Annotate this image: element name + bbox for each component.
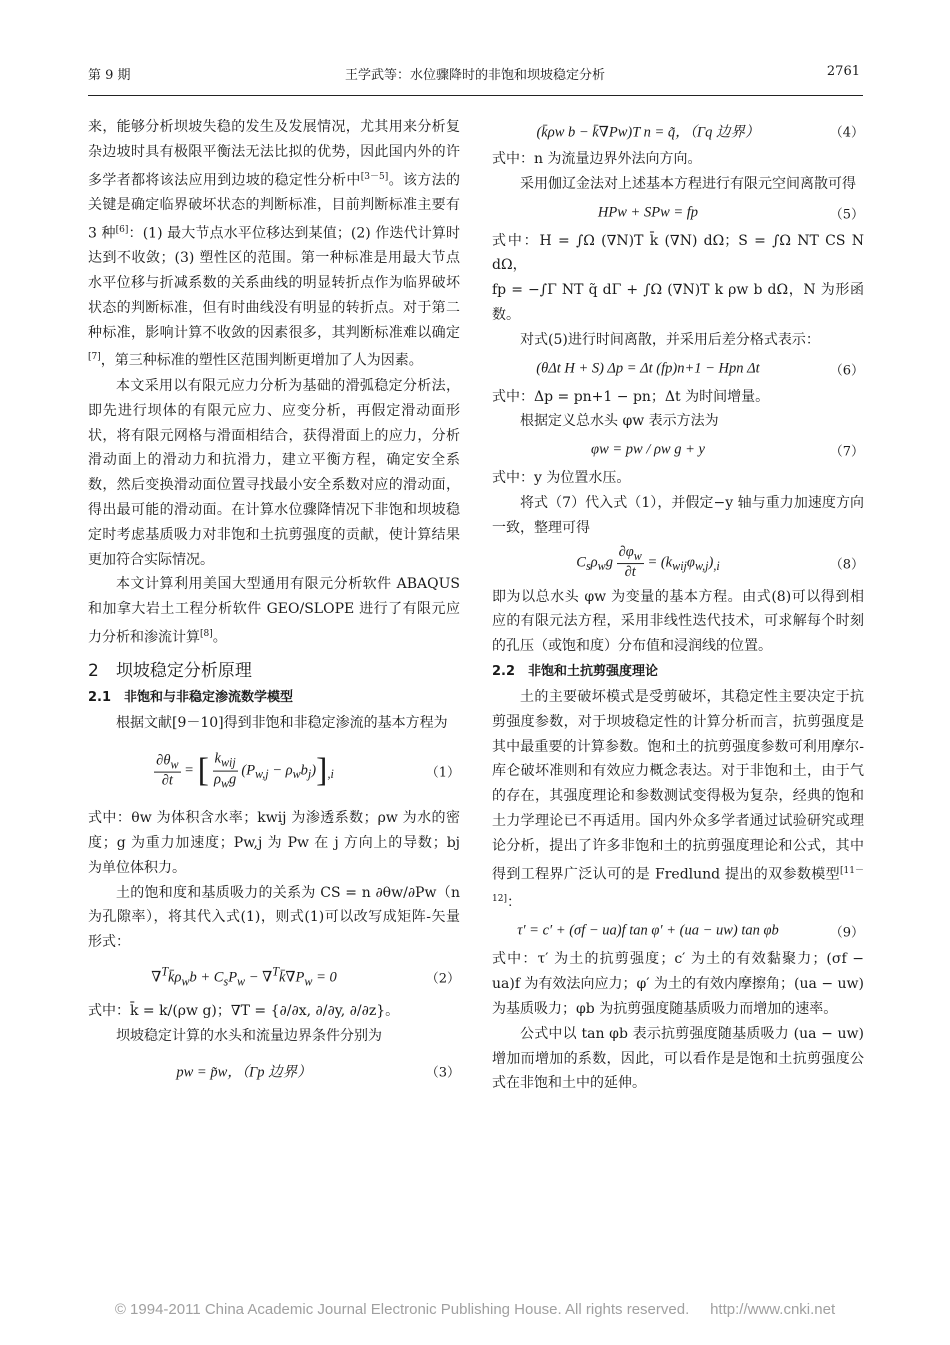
paragraph: 即为以总水头 φw 为变量的基本方程。由式(8)可以得到相应的有限元法方程，采用非线性迭代技术，可求解每个时刻的孔压（或饱和度）分布值和浸润线的位置。 (492, 588, 864, 655)
subsection-heading: 2.2 非饱和土抗剪强度理论 (492, 663, 659, 679)
paragraph: 对式(5)进行时间离散，并采用后差分格式表示： (520, 331, 820, 348)
copyright-text: © 1994-2011 China Academic Journal Electronic Publishing House. All rights reserved. (114, 1301, 690, 1318)
equation-5: HPw + SPw = fp （5） (597, 204, 864, 223)
paragraph: 本文采用以有限元应力分析为基础的滑弧稳定分析法，即先进行坝体的有限元应力、应变分析，再假定滑动面形状，将有限元网格与滑面相结合，获得滑面上的应力，分析滑动面上的滑动力和抗滑力，建立平衡方程，确定安全系数，然后变换滑动面位置寻找最小安全系数对应的滑动面，得出最可能的滑动面。在计算水位骤降情况下非饱和坝坡稳定时考虑基质吸力对非饱和土抗剪强度的贡献，使计算结果更加符合实际情况。 (88, 377, 460, 568)
section-heading: 2 坝坡稳定分析原理 (88, 661, 252, 682)
paragraph: 根据文献[9－10]得到非饱和非稳定渗流的基本方程为 (116, 715, 448, 732)
running-title: 王学武等：水位骤降时的非饱和坝坡稳定分析 (344, 68, 605, 83)
equation-number: （5） (829, 207, 864, 223)
paragraph: 式中：Δp = pn+1 − pn；Δt 为时间增量。 (492, 388, 770, 405)
equation-number: （2） (425, 971, 460, 987)
equation-2: $\nabla^Tk̄\rho_wb + C_sP_w$ − $\nabla^Tk̄\nabla P_w = 0$ （2） (151, 964, 460, 989)
equation-number: （9） (829, 925, 864, 941)
paragraph: 采用伽辽金法对上述基本方程进行有限元空间离散可得 (520, 175, 856, 192)
paragraph: 公式中以 tan φb 表示抗剪强度随基质吸力 (ua − uw) 增加而增加的系数，因此，可以看作是是饱和土抗剪强度公式在非饱和土中的延伸。 (492, 1025, 864, 1092)
paragraph: 坝坡稳定计算的水头和流量边界条件分别为 (116, 1027, 382, 1044)
equation-number: （1） (425, 765, 460, 781)
equation-number: （7） (829, 444, 864, 460)
equation-1: $\frac{\partial\theta_w}{\partial t}$ = [ $\frac{k_{wij}}{\rho_wg}$ $(P_{w,j} - \rho_wb_j)]_{,i}$ （1） (156, 750, 460, 791)
paragraph: 土的饱和度和基质吸力的关系为 CS = n ∂θw/∂Pw（n 为孔隙率），将其代入式(1)，则式(1)可以改写成矩阵-矢量形式： (88, 884, 460, 951)
paragraph: 式中：τ′ 为土的抗剪强度；c′ 为土的有效黏聚力；(σf − ua)f 为有效法向应力；φ′ 为土的有效内摩擦角；(ua − uw) 为基质吸力；φb 为抗剪强度随基质吸力而增加的速率。 (492, 951, 864, 1018)
paragraph: 式中：y 为位置水压。 (492, 470, 631, 487)
equation-7: φw = pw / ρw g + y （7） (591, 441, 864, 460)
issue-number: 第 9 期 (88, 68, 131, 83)
equation-9: τ′ = c′ + (σf − ua)f tan φ′ + (ua − uw) tan φb （9） (517, 922, 864, 941)
equation-number: （6） (829, 363, 864, 379)
paragraph: 土的主要破坏模式是受剪破坏，其稳定性主要决定于抗剪强度参数，对于坝坡稳定性的计算分析而言，抗剪强度是其中最重要的计算参数。饱和土的抗剪强度参数可利用摩尔-库仑破坏准则和有效应力概念表达。对于非饱和土，由于气的存在，其强度理论和参数测试变得极为复杂，经典的饱和土力学理论已不再适用。国内外众多学者通过试验研究或理论分析，提出了许多非饱和土的抗剪强度理论和公式，其中得到工程界广泛认可的是 Fredlund 提出的双参数模型[11－12]： (492, 688, 864, 911)
right-column (492, 115, 864, 1096)
paragraph: fp = −∫Γ NT q̃ dΓ + ∫Ω (∇N)T k ρw b dΩ，N 为形函数。 (492, 282, 864, 323)
equation-number: （4） (829, 125, 864, 141)
paragraph: 来，能够分析坝坡失稳的发生及发展情况，尤其用来分析复杂边坡时具有极限平衡法无法比拟的优势，因此国内外的许多学者都将该法应用到边坡的稳定性分析中[3－5]。该方法的关键是确定临界破坏状态的判断标准，目前判断标准主要有 3 种[6]：(1) 最大节点水平位移达到某值；(2) 作迭代计算时达到不收敛；(3) 塑性区的范围。第一种标准是用最大节点水平位移与折减系数的关系曲线的明显转折点作为临界破坏状态的判断标准，但有时曲线没有明显的转折点。对于第二种标准，影响计算不收敛的因素很多，其判断标准难以确定[7]，第三种标准的塑性区范围判断更增加了人为因素。 (88, 119, 461, 370)
equation-3: pw = p̃w，（Γp 边界） （3） (88, 1049, 460, 1093)
paragraph: 根据定义总水头 φw 表示方法为 (520, 413, 719, 430)
equation-number: （8） (829, 557, 864, 573)
equation-number: （3） (425, 1065, 460, 1081)
copyright-footer (0, 1301, 950, 1318)
equation-6: (θΔt H + S) Δp = Δt (fp)n+1 − Hpn Δt （6） (536, 360, 864, 379)
paragraph: 将式（7）代入式（1），并假定−y 轴与重力加速度方向一致，整理可得 (492, 494, 864, 536)
footer-url[interactable]: http://www.cnki.net (710, 1301, 836, 1318)
paragraph: 式中：k̄ = k/(ρw g)；∇T = {∂/∂x, ∂/∂y, ∂/∂z}。 (88, 1002, 400, 1019)
page-number: 2761 (826, 64, 860, 79)
paragraph: 式中：n 为流量边界外法向方向。 (492, 151, 702, 167)
equation-8: $C_s\rho_wg$ $\frac{\partial\varphi_w}{\partial t}$ = $(k_{wij}\varphi_{w,j})_{,i}$ （8） (576, 543, 864, 581)
paragraph: 式中：θw 为体积含水率；kwij 为渗透系数；ρw 为水的密度；g 为重力加速度；Pw,j 为 Pw 在 j 方向上的导数；bj 为单位体积力。 (88, 810, 460, 876)
paragraph: 式中：H = ∫Ω (∇N)T k̄ (∇N) dΩ；S = ∫Ω NT CS N dΩ， (492, 232, 864, 274)
equation-4: (k̄ρw b − k̄∇Pw)T n = q̃，（Γq 边界） （4） (492, 115, 864, 147)
subsection-heading: 2.1 非饱和与非稳定渗流数学模型 (88, 690, 294, 706)
header-rule (88, 95, 863, 96)
paragraph: 本文计算利用美国大型通用有限元分析软件 ABAQUS 和加拿大岩土工程分析软件 GEO/SLOPE 进行了有限元应力分析和渗流计算[8]。 (88, 576, 460, 646)
left-column (88, 115, 460, 1093)
